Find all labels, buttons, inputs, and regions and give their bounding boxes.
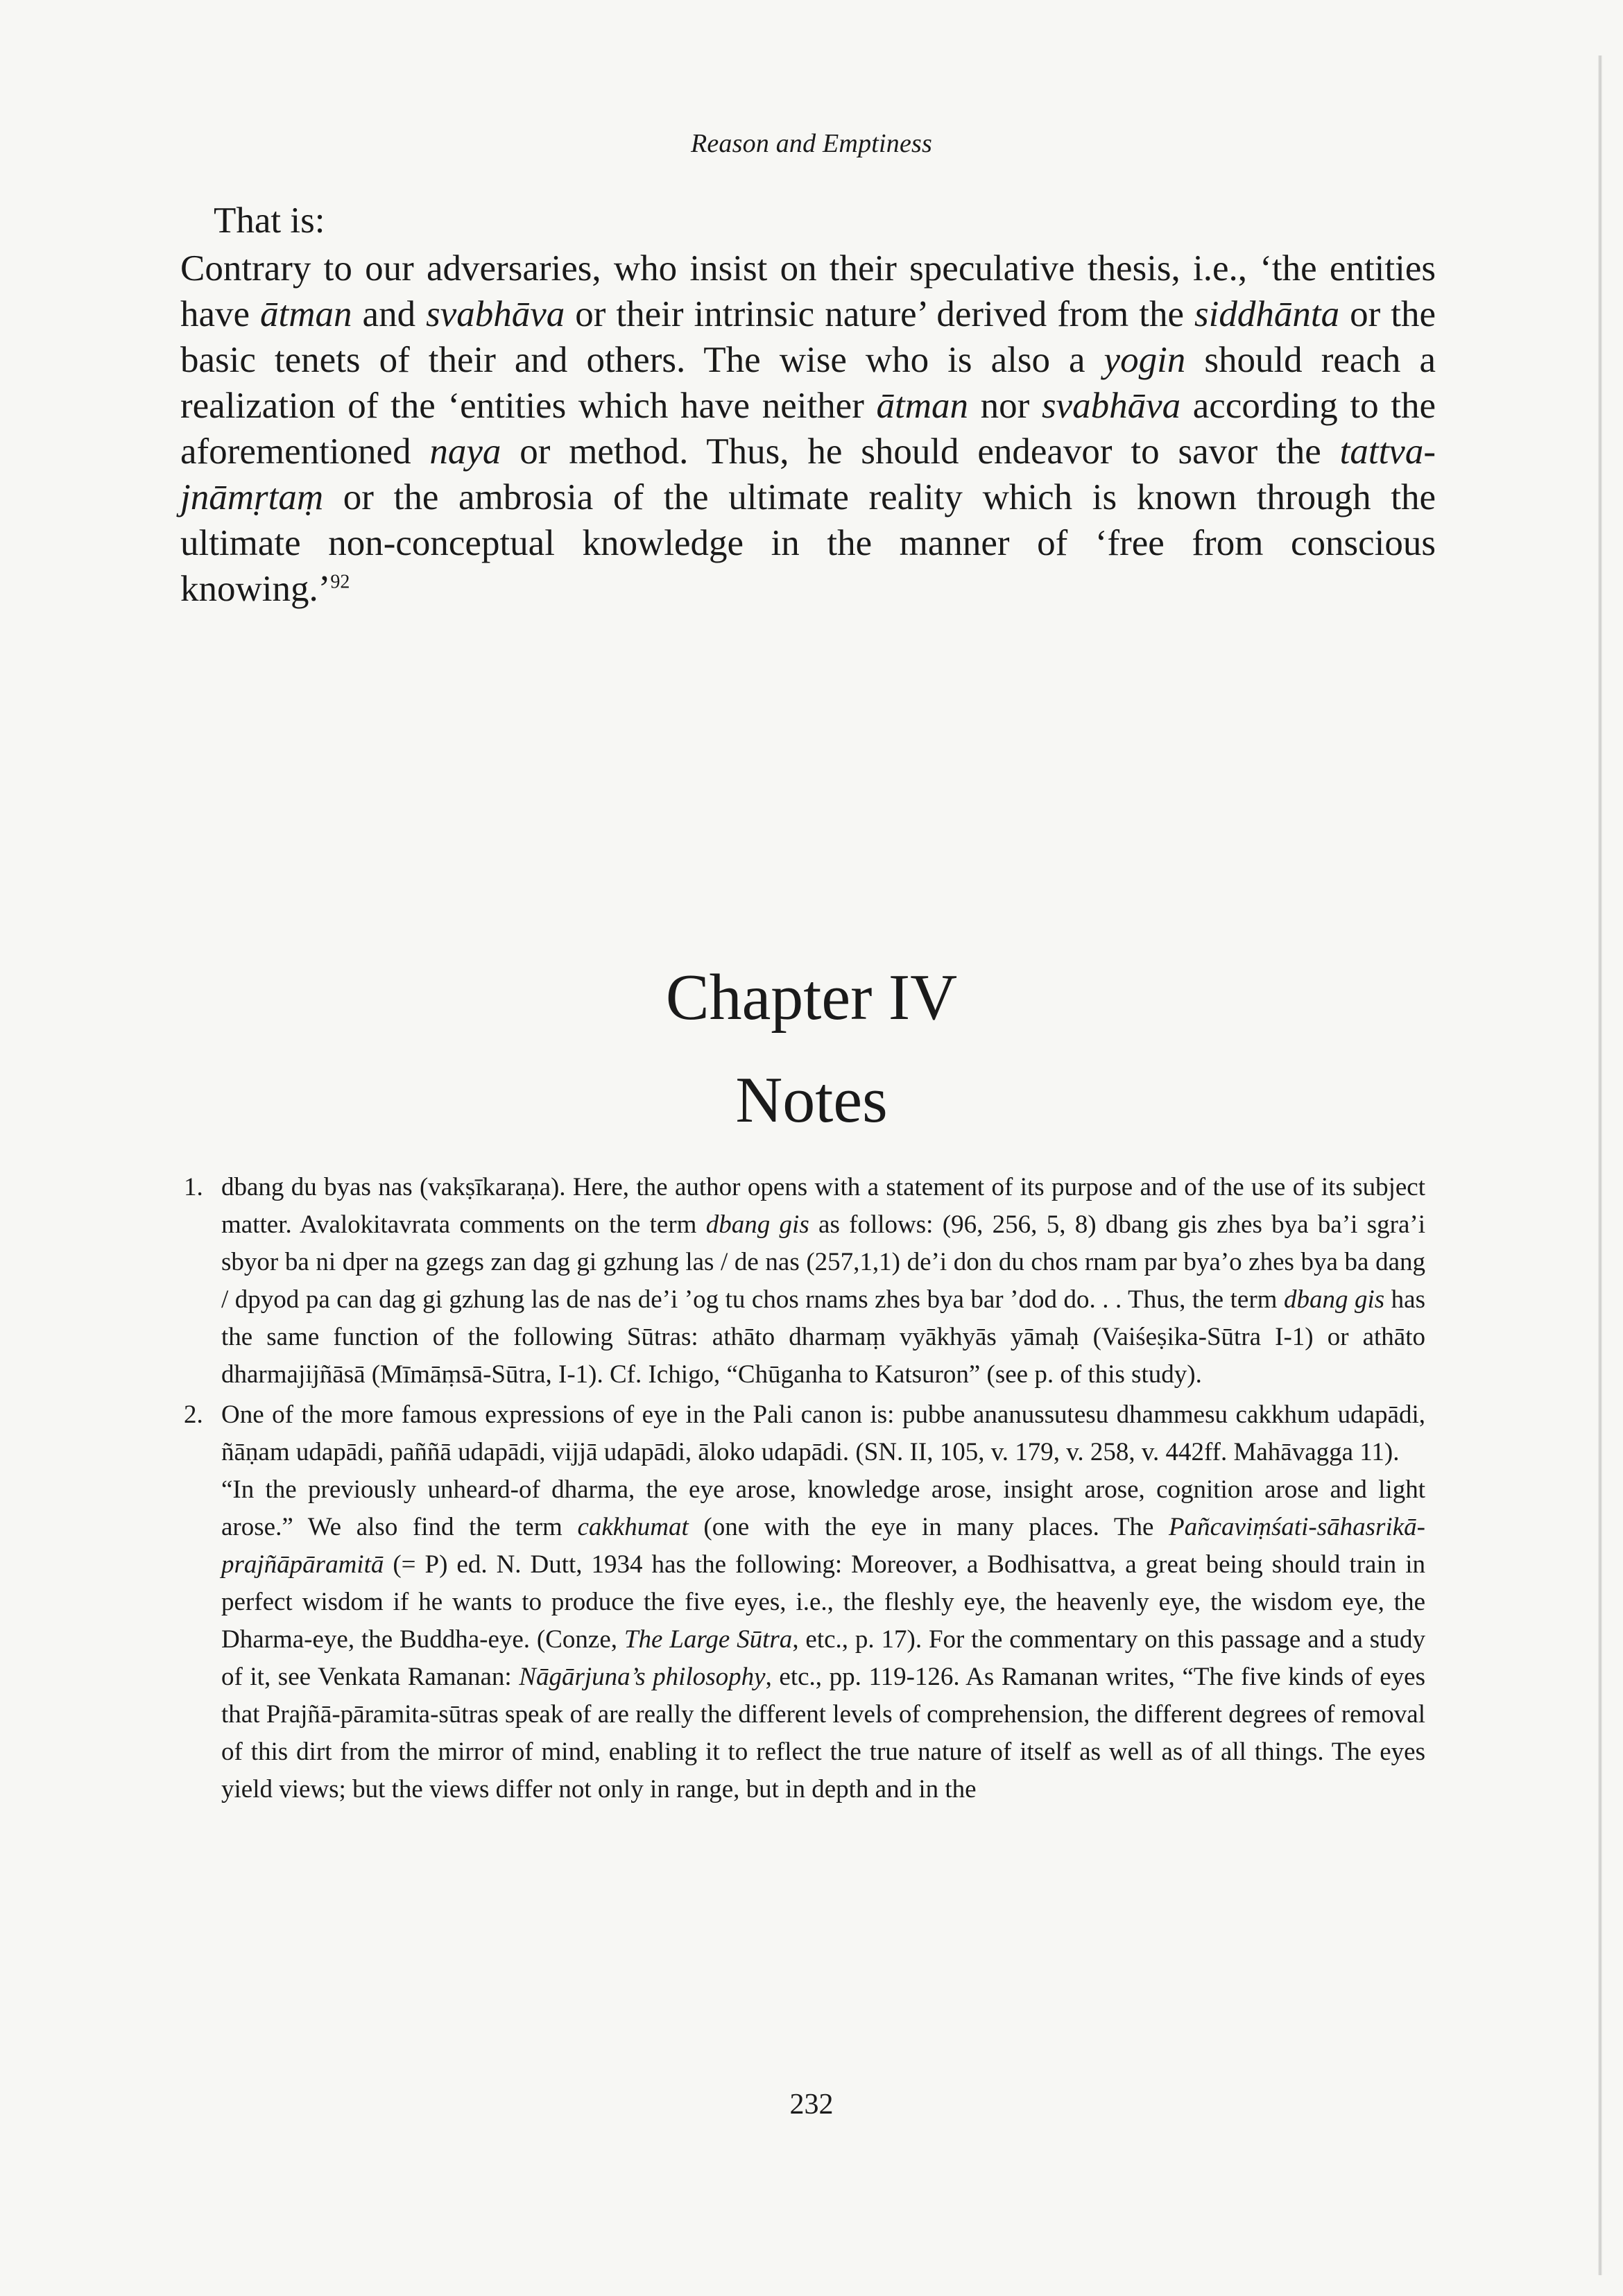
notes-section (184, 1169, 1425, 1811)
intro-label: That is: (214, 200, 325, 241)
main-text-part: or the basic tenets of their and others. The wise who is also a (180, 294, 1436, 380)
main-text-part: or method. Thus, he should endeavor to savor the (501, 431, 1340, 472)
note-text-part: “In the previously unheard-of dharma, the eye arose, knowledge arose, insight arose, cognition arose and light arose.” We also find the term (221, 1475, 1425, 1541)
note-text-group (221, 1396, 1425, 1808)
term-tattva: tattva-jnāmṛtaṃ (180, 431, 1436, 517)
term-yogin: yogin (1104, 340, 1186, 380)
note-text-part: , etc., p. 17). For the commentary on this passage and a study of it, see Venkata Ramanan: (221, 1625, 1425, 1691)
page-number: 232 (789, 2089, 834, 2121)
note-title: Pañcaviṃśati-sāhasrikā-prajñāpāramitā (221, 1513, 1425, 1579)
term-svabhava: svabhāva (426, 294, 565, 334)
note-term: dbang gis (705, 1210, 809, 1239)
running-head: Reason and Emptiness (690, 129, 933, 158)
main-text-part: nor (968, 386, 1042, 426)
note-text-part: (one with the eye in many places. The (688, 1513, 1169, 1541)
note-text-part: , etc., pp. 119-126. As Ramanan writes, “The five kinds of eyes that Prajñā-pāramita-sūtras speak of are really the different levels of comprehension, the different degrees of removal of this dirt from the mirror of mind, enabling it to reflect the true nature of itself as well as of all things. The eyes yield views; but the views differ not only in range, but in depth and in the (221, 1663, 1425, 1804)
note-number: 2. (184, 1400, 203, 1429)
page-edge-shadow (1598, 55, 1602, 2275)
note-1 (184, 1169, 1425, 1394)
note-text-part: has the same function of the following Sūtras: athāto dharmaṃ vyākhyās yāmaḥ (Vaiśeṣika-Sūtra I-1) or athāto dharmajijñāsā (Mīmāṃsā-Sūtra, I-1). Cf. Ichigo, “Chūganha to Katsuron” (see p. of this study). (221, 1285, 1425, 1389)
note-title: The Large Sūtra (624, 1625, 793, 1654)
note-title: Nāgārjuna’s philosophy (519, 1663, 766, 1691)
note-term: cakkhumat (577, 1513, 689, 1541)
note-text-part: (= P) ed. N. Dutt, 1934 has the following: Moreover, a Bodhisattva, a great being should train in perfect wisdom if he wants to produce the five eyes, i.e., the fleshly eye, the heavenly eye, the wisdom eye, the Dharma-eye, the Buddha-eye. (Conze, (221, 1550, 1425, 1654)
term-svabhava: svabhāva (1041, 386, 1181, 426)
note-number: 1. (184, 1173, 203, 1201)
main-text-part: according to the aforementioned (180, 386, 1436, 472)
term-naya: naya (429, 431, 501, 472)
chapter-title: Chapter IV (665, 961, 958, 1034)
note-text: One of the more famous expressions of eye in the Pali canon is: pubbe ananussutesu dhammesu cakkhum udapādi, ñāṇam udapādi, paññā udapādi, vijjā udapādi, āloko udapādi. (SN. II, 105, v. 179, v. 258, v. 442ff. Mahāvagga 11). (221, 1400, 1425, 1466)
main-text-block (180, 198, 1436, 612)
main-text-part: should reach a realization of the ‘entities which have neither (180, 340, 1436, 426)
main-text-part: and (352, 294, 427, 334)
main-text-part: or their intrinsic nature’ derived from the (565, 294, 1195, 334)
note-2 (184, 1396, 1425, 1808)
main-text-part: or the ambrosia of the ultimate reality which is known through the ultimate non-conceptual knowledge in the manner of ‘free from conscious knowing.’ (180, 477, 1436, 609)
note-text (221, 1471, 1425, 1808)
note-term: dbang gis (1283, 1285, 1385, 1314)
term-siddhanta: siddhānta (1194, 294, 1340, 334)
main-paragraph (180, 246, 1436, 612)
main-text-part: Contrary to our adversaries, who insist on their speculative thesis, i.e., ‘the entities have (180, 248, 1436, 334)
footnote-ref-92: 92 (330, 571, 350, 593)
term-atman: ātman (260, 294, 352, 334)
note-text (221, 1169, 1425, 1394)
term-atman: ātman (876, 386, 968, 426)
notes-title: Notes (735, 1064, 888, 1136)
note-text-part: as follows: (96, 256, 5, 8) dbang gis zhes bya ba’i sgra’i sbyor ba ni dper na gzegs zan dag gi gzhung las / de nas (257,1,1) de’i don du chos rnam par bya’o zhes bya ba dang / dpyod pa can dag gi gzhung las de nas de’i ’og tu chos rnams zhes bya bar ’dod do. . . Thus, the term (221, 1210, 1425, 1314)
note-text-part: dbang du byas nas (vakṣīkaraṇa). Here, the author opens with a statement of its purpose and of the use of its subject matter. Avalokitavrata comments on the term (221, 1173, 1425, 1239)
